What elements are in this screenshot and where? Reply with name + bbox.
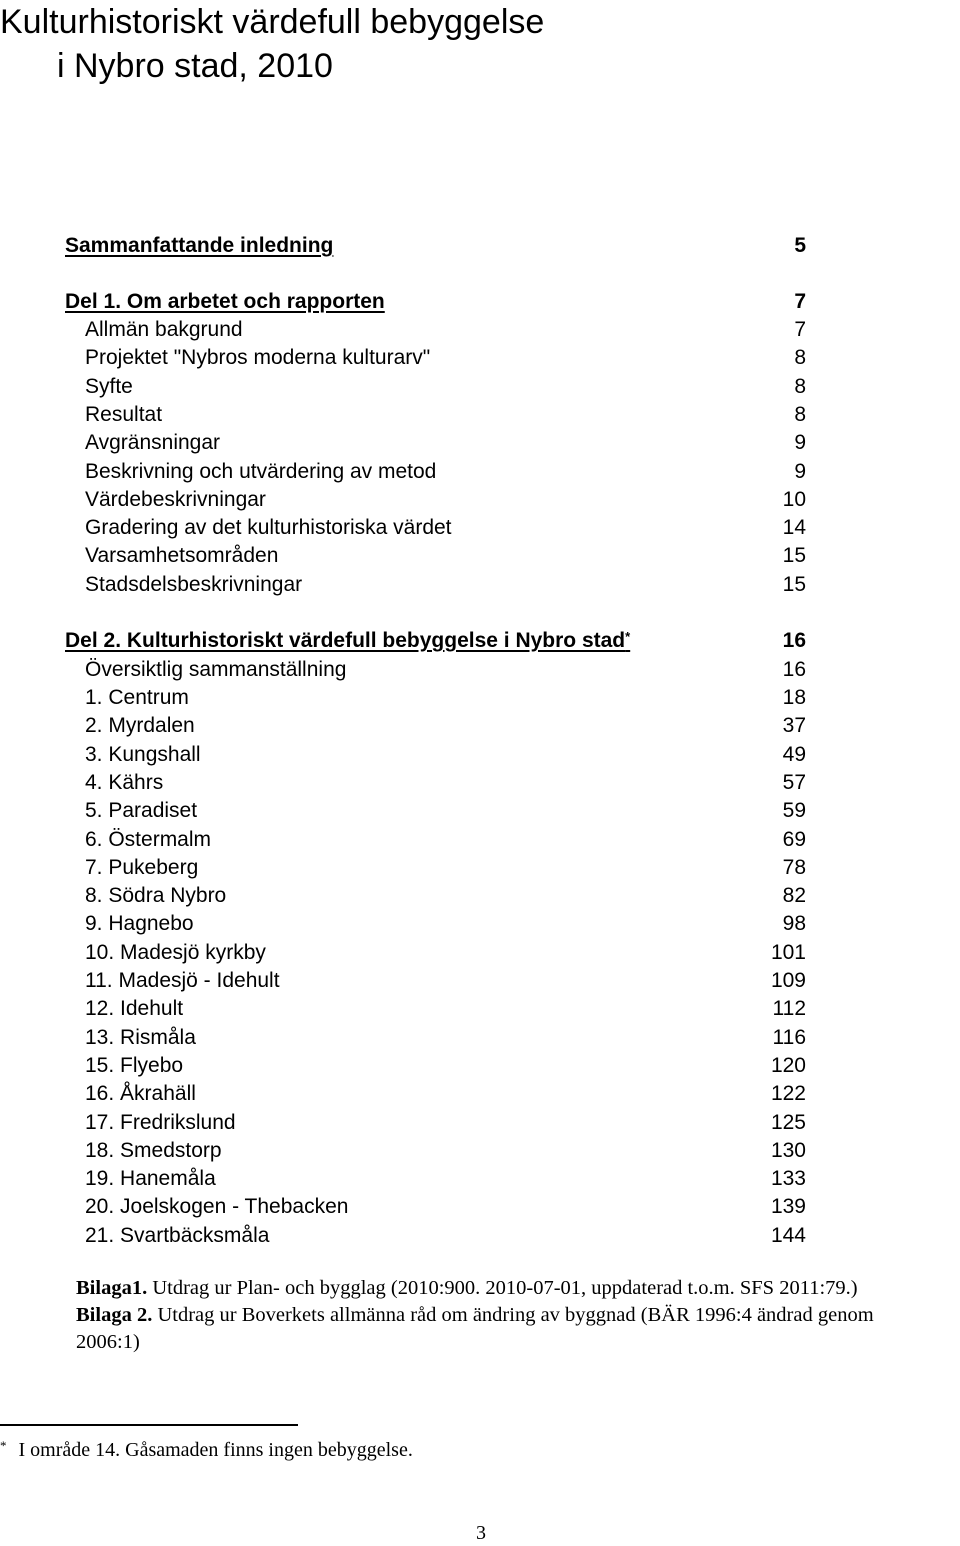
appendix-1-text: Utdrag ur Plan- och bygglag (2010:900. 2010-07-01, uppdaterad t.o.m. SFS 2011:79.): [147, 1277, 858, 1299]
toc-entry-label: [85, 458, 436, 486]
toc-entry-label: [65, 627, 630, 655]
toc-entry-district[interactable]: [0, 1080, 960, 1108]
toc-entry-label: [85, 1222, 269, 1250]
toc-page-number: 130: [770, 1138, 806, 1162]
toc-entry-district[interactable]: [0, 741, 960, 769]
footnote-marker: *: [0, 1438, 7, 1453]
toc-page-number: 125: [770, 1110, 806, 1134]
toc-entry-label: [85, 656, 346, 684]
toc-page-number: 57: [782, 770, 806, 794]
toc-entry-text: 4. Kährs: [85, 770, 164, 794]
appendix-2: [76, 1302, 874, 1329]
toc-entry-text: 12. Idehult: [85, 997, 184, 1021]
toc-page-number: 78: [782, 855, 806, 879]
toc-entry-district[interactable]: [0, 1137, 960, 1165]
toc-entry-label: [85, 967, 280, 995]
toc-entry-district[interactable]: [0, 854, 960, 882]
toc-entry-district[interactable]: [0, 1024, 960, 1052]
toc-page-number: 82: [782, 884, 806, 908]
toc-entry-text: 21. Svartbäcksmåla: [85, 1223, 270, 1247]
toc-entry-label: [85, 995, 183, 1023]
toc-entry-label: [65, 288, 385, 316]
toc-entry-text: 16. Åkrahäll: [85, 1082, 196, 1106]
toc-page-number: 7: [794, 290, 806, 313]
toc-entry-label: [85, 1024, 196, 1052]
toc-page-number: 49: [782, 742, 806, 766]
toc-entry-del1[interactable]: [0, 401, 960, 429]
toc-entry-district[interactable]: [0, 769, 960, 797]
toc-entry-district[interactable]: [0, 1193, 960, 1221]
toc-entry-label: [85, 316, 243, 344]
appendix-1-label: Bilaga1.: [76, 1277, 148, 1299]
toc-entry-text: Resultat: [85, 402, 163, 426]
toc-entry-district[interactable]: [0, 882, 960, 910]
toc-entry-label: [85, 910, 194, 938]
toc-entry-text: Allmän bakgrund: [85, 318, 243, 341]
footnote: [0, 1436, 413, 1464]
toc-page-number: 69: [782, 827, 806, 851]
footnote-reference-marker: *: [625, 629, 631, 644]
toc-page-number: 112: [772, 997, 806, 1021]
toc-entry-label: [85, 1137, 222, 1165]
appendix-1: [76, 1275, 858, 1302]
toc-entry-label: [85, 344, 430, 372]
toc-entry-text: 9. Hagnebo: [85, 912, 194, 936]
toc-entry-del1[interactable]: [0, 542, 960, 570]
toc-entry-text: 15. Flyebo: [85, 1053, 184, 1077]
toc-entry-text: 7. Pukeberg: [85, 855, 199, 879]
toc-entry-text: 18. Smedstorp: [85, 1138, 222, 1162]
toc-entry-label: [85, 542, 278, 570]
toc-page-number: 18: [782, 686, 806, 709]
toc-page-number: 8: [794, 402, 806, 426]
toc-entry-text: Sammanfattande inledning: [65, 234, 334, 257]
toc-heading-intro[interactable]: [0, 232, 960, 260]
title-line-1: Kulturhistoriskt värdefull bebyggelse: [0, 3, 545, 41]
toc-entry-district[interactable]: [0, 797, 960, 825]
toc-page-number: 116: [772, 1025, 806, 1049]
appendix-2-label: Bilaga 2.: [76, 1304, 153, 1326]
toc-entry-text: 3. Kungshall: [85, 742, 201, 766]
toc-entry-label: [85, 1080, 196, 1108]
toc-page-number: 10: [782, 487, 806, 511]
toc-page-number: 133: [770, 1167, 806, 1191]
toc-entry-text: Översiktlig sammanställning: [85, 658, 347, 681]
toc-entry-text: Projektet "Nybros moderna kulturarv": [85, 346, 431, 370]
toc-entry-text: 17. Fredrikslund: [85, 1110, 236, 1134]
toc-page-number: 37: [782, 714, 806, 738]
title-line-2: i Nybro stad, 2010: [57, 47, 333, 85]
toc-entry-text: Syfte: [85, 374, 133, 398]
toc-heading-del2[interactable]: [0, 627, 960, 655]
toc-entry-text: 20. Joelskogen - Thebacken: [85, 1195, 349, 1219]
toc-entry-district[interactable]: [0, 1052, 960, 1080]
toc-entry-label: [85, 826, 211, 854]
toc-page-number: 15: [782, 572, 806, 596]
toc-entry-label: [85, 1193, 348, 1221]
toc-page-number: 101: [770, 940, 806, 964]
toc-entry-label: [85, 1165, 216, 1193]
document-title: [0, 0, 544, 88]
toc-entry-text: 8. Södra Nybro: [85, 884, 227, 908]
toc-entry-label: [85, 429, 220, 457]
toc-entry-text: 19. Hanemåla: [85, 1167, 216, 1191]
toc-entry-text: Avgränsningar: [85, 431, 221, 455]
toc-entry-label: [65, 232, 333, 260]
toc-entry-district[interactable]: [0, 910, 960, 938]
toc-entry-district[interactable]: [0, 967, 960, 995]
appendix-2-text: Utdrag ur Boverkets allmänna råd om ändring av byggnad (BÄR 1996:4 ändrad genom: [152, 1304, 874, 1326]
toc-page-number: 16: [782, 658, 806, 681]
toc-page-number: 98: [782, 912, 806, 936]
toc-entry-text: 11. Madesjö - Idehult: [85, 969, 280, 992]
toc-entry-label: [85, 854, 198, 882]
toc-entry-del1[interactable]: [0, 458, 960, 486]
toc-entry-label: [85, 684, 189, 712]
toc-entry-text: Varsamhetsområden: [85, 544, 279, 568]
footnote-text: I område 14. Gåsamaden finns ingen bebyggelse.: [18, 1439, 413, 1461]
toc-entry-del1[interactable]: [0, 571, 960, 599]
toc-entry-label: [85, 797, 197, 825]
toc-entry-label: [85, 1052, 183, 1080]
toc-entry-text: 1. Centrum: [85, 686, 189, 709]
toc-entry-text: 5. Paradiset: [85, 799, 198, 823]
toc-entry-label: [85, 882, 226, 910]
toc-entry-district[interactable]: [0, 1222, 960, 1250]
toc-entry-text: Beskrivning och utvärdering av metod: [85, 459, 437, 483]
toc-entry-district[interactable]: [0, 826, 960, 854]
toc-page-number: 7: [794, 318, 806, 341]
toc-page-number: 144: [770, 1223, 806, 1247]
toc-page-number: 14: [782, 516, 806, 540]
toc-heading-del1[interactable]: [0, 288, 960, 316]
toc-entry-del1[interactable]: [0, 373, 960, 401]
toc-entry-district[interactable]: [0, 1165, 960, 1193]
toc-page-number: 109: [770, 969, 806, 992]
footnote-separator: [0, 1424, 298, 1426]
toc-entry-label: [85, 1109, 236, 1137]
toc-entry-del1[interactable]: [0, 486, 960, 514]
toc-entry-text: 10. Madesjö kyrkby: [85, 940, 266, 964]
toc-entry-label: [85, 571, 302, 599]
appendix-2-continuation: 2006:1): [76, 1331, 140, 1353]
toc-entry-del1[interactable]: [0, 514, 960, 542]
toc-entry-text: Värdebeskrivningar: [85, 487, 266, 511]
toc-entry-text: 13. Rismåla: [85, 1025, 196, 1049]
toc-entry-district[interactable]: [0, 712, 960, 740]
toc-page-number: 9: [794, 431, 806, 455]
toc-entry-district[interactable]: [0, 995, 960, 1023]
toc-page-number: 8: [794, 374, 806, 398]
toc-entry-text: Del 2. Kulturhistoriskt värdefull bebyggelse i Nybro stad: [65, 629, 626, 652]
toc-entry-district[interactable]: [0, 684, 960, 712]
toc-page-number: 5: [794, 234, 806, 257]
toc-entry-text: Gradering av det kulturhistoriska värdet: [85, 516, 452, 540]
toc-page-number: 8: [794, 346, 806, 370]
toc-entry-text: 6. Östermalm: [85, 827, 212, 851]
toc-entry-label: [85, 741, 201, 769]
toc-page-number: 9: [794, 459, 806, 483]
toc-entry-label: [85, 401, 162, 429]
toc-entry-district[interactable]: [0, 939, 960, 967]
toc-page-number: 16: [782, 629, 806, 652]
toc-entry-label: [85, 712, 195, 740]
toc-entry-overview[interactable]: [0, 656, 960, 684]
toc-entry-text: Del 1. Om arbetet och rapporten: [65, 290, 385, 313]
toc-entry-label: [85, 769, 163, 797]
toc-page-number: 120: [770, 1053, 806, 1077]
toc-entry-del1[interactable]: [0, 429, 960, 457]
page-number: 3: [476, 1522, 486, 1544]
toc-entry-del1[interactable]: [0, 316, 960, 344]
toc-page-number: 122: [770, 1082, 806, 1106]
toc-page-number: 15: [782, 544, 806, 568]
toc-entry-district[interactable]: [0, 1109, 960, 1137]
toc-entry-label: [85, 514, 452, 542]
toc-entry-text: Stadsdelsbeskrivningar: [85, 572, 303, 596]
toc-page-number: 59: [782, 799, 806, 823]
toc-entry-label: [85, 939, 266, 967]
toc-entry-label: [85, 373, 133, 401]
toc-page-number: 139: [770, 1195, 806, 1219]
toc-entry-del1[interactable]: [0, 344, 960, 372]
toc-entry-label: [85, 486, 266, 514]
toc-entry-text: 2. Myrdalen: [85, 714, 195, 738]
